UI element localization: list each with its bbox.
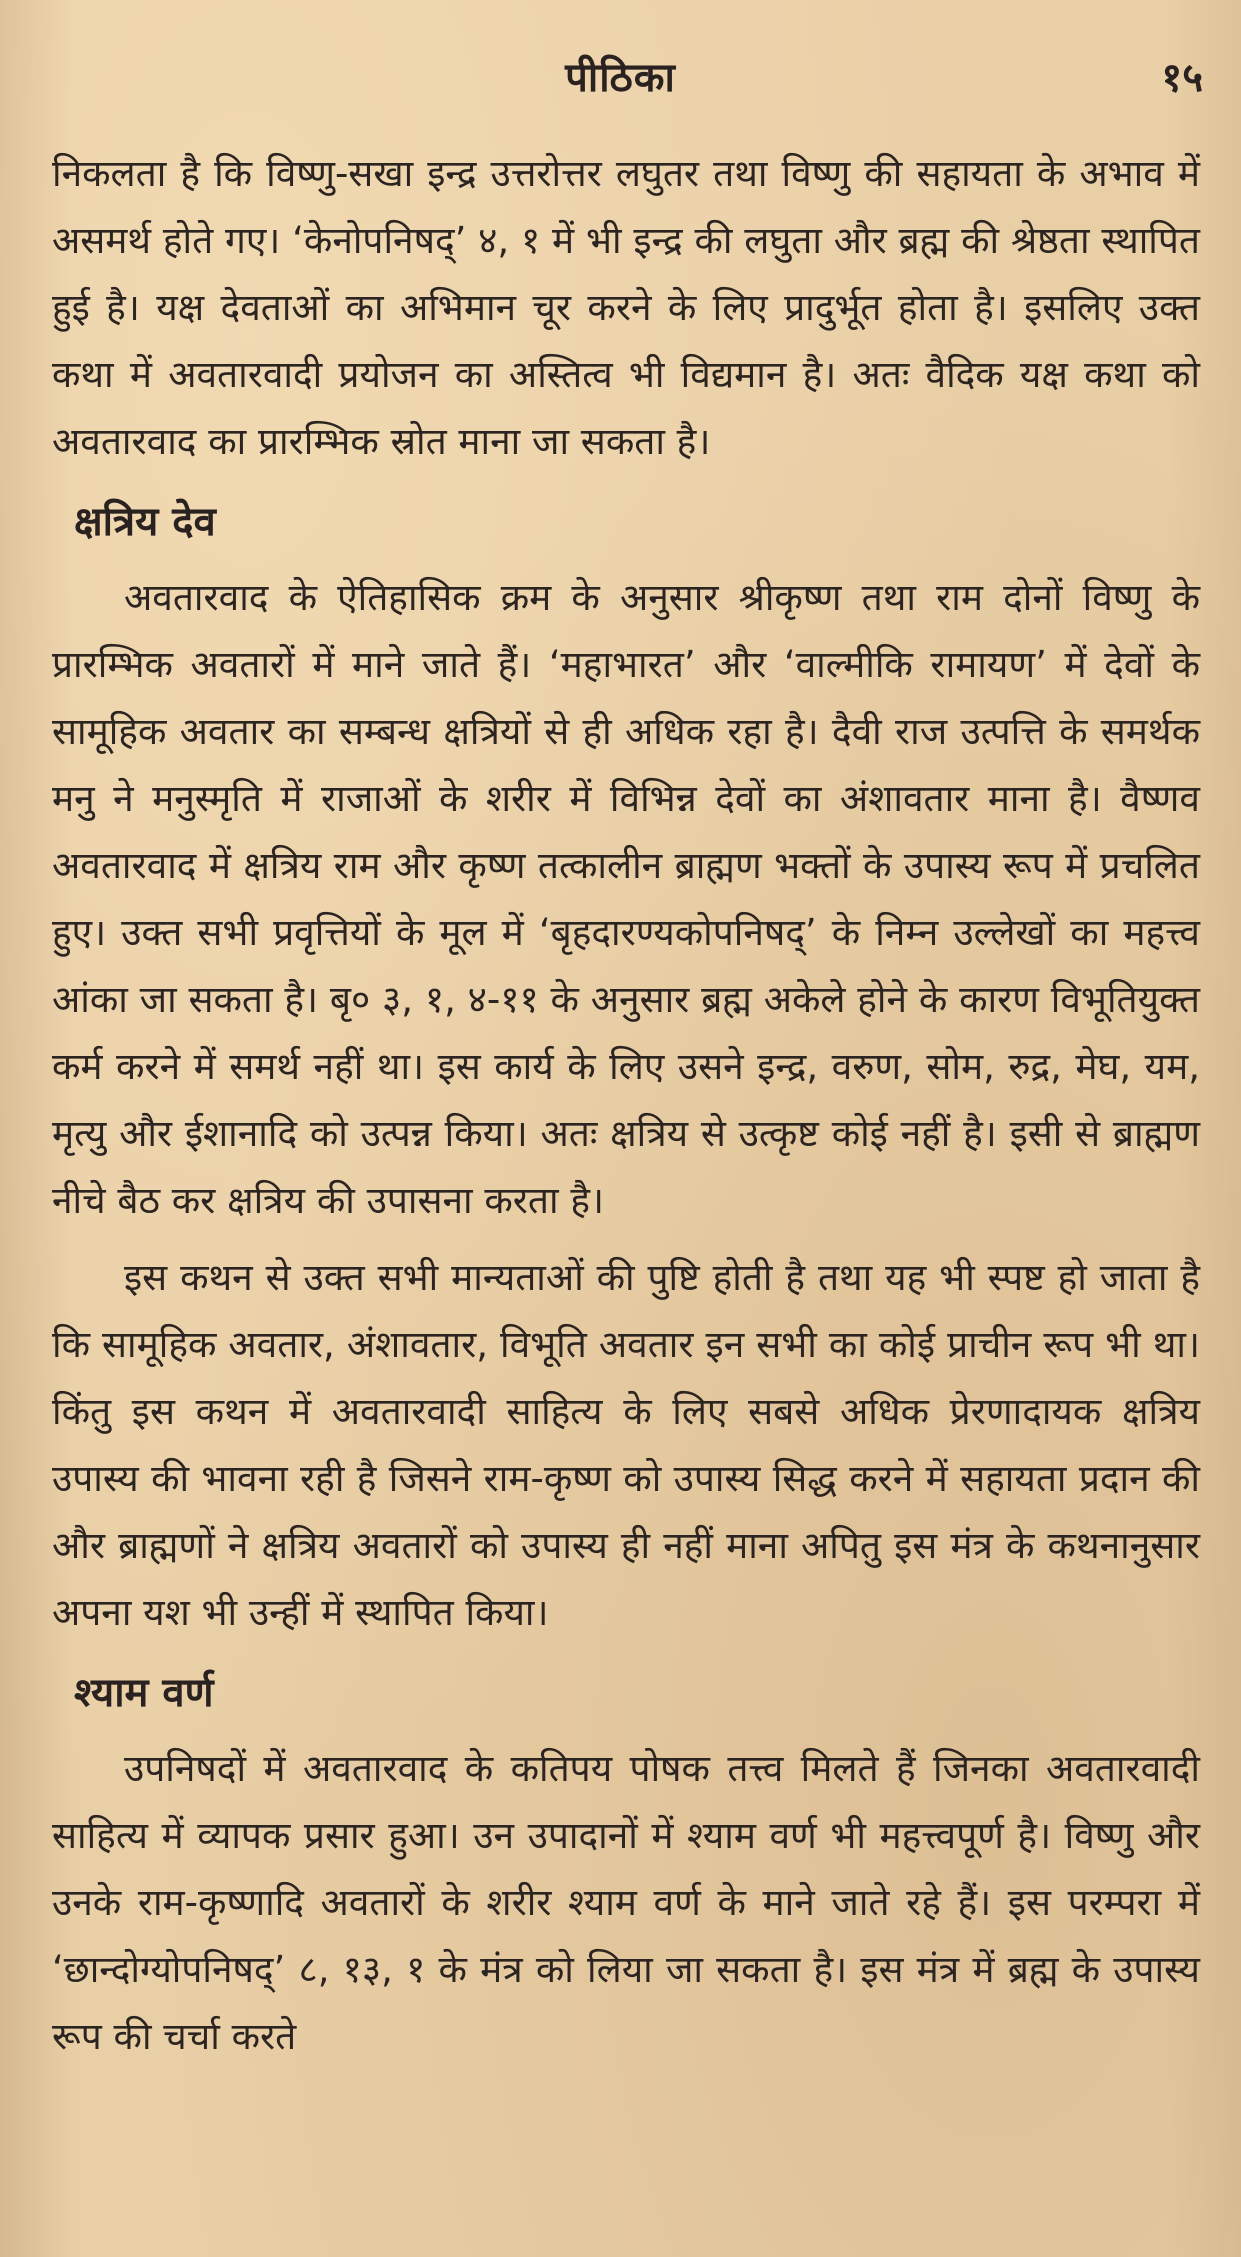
page-number: १५ [1161, 55, 1203, 101]
page-body [52, 140, 1200, 2070]
paragraph-3: इस कथन से उक्त सभी मान्यताओं की पुष्टि होती है तथा यह भी स्पष्ट हो जाता है कि सामूहिक अवतार, अंशावतार, विभूति अवतार इन सभी का कोई प्राचीन रूप भी था। किंतु इस कथन में अवतारवादी साहित्य के लिए सबसे अधिक प्रेरणादायक क्षत्रिय उपास्य की भावना रही है जिसने राम-कृष्ण को उपास्य सिद्ध करने में सहायता प्रदान की और ब्राह्मणों ने क्षत्रिय अवतारों को उपास्य ही नहीं माना अपितु इस मंत्र के कथनानुसार अपना यश भी उन्हीं में स्थापित किया। [52, 1256, 1200, 1634]
paragraph-1: निकलता है कि विष्णु-सखा इन्द्र उत्तरोत्तर लघुतर तथा विष्णु की सहायता के अभाव में असमर्थ होते गए। ‘केनोपनिषद्’ ४, १ में भी इन्द्र की लघुता और ब्रह्म की श्रेष्ठता स्थापित हुई है। यक्ष देवताओं का अभिमान चूर करने के लिए प्रादुर्भूत होता है। इसलिए उक्त कथा में अवतारवादी प्रयोजन का अस्तित्व भी विद्यमान है। अतः वैदिक यक्ष कथा को अवतारवाद का प्रारम्भिक स्रोत माना जा सकता है। [52, 152, 1200, 463]
section-heading-shyam-varn: श्याम वर्ण [74, 1670, 214, 1716]
paragraph-2: अवतारवाद के ऐतिहासिक क्रम के अनुसार श्रीकृष्ण तथा राम दोनों विष्णु के प्रारम्भिक अवतारों में माने जाते हैं। ‘महाभारत’ और ‘वाल्मीकि रामायण’ में देवों के सामूहिक अवतार का सम्बन्ध क्षत्रियों से ही अधिक रहा है। दैवी राज उत्पत्ति के समर्थक मनु ने मनुस्मृति में राजाओं के शरीर में विभिन्न देवों का अंशावतार माना है। वैष्णव अवतारवाद में क्षत्रिय राम और कृष्ण तत्कालीन ब्राह्मण भक्तों के उपास्य रूप में प्रचलित हुए। उक्त सभी प्रवृत्तियों के मूल में ‘बृहदारण्यकोपनिषद्’ के निम्न उल्लेखों का महत्त्व आंका जा सकता है। बृ० ३, १, ४-११ के अनुसार ब्रह्म अकेले होने के कारण विभूतियुक्त कर्म करने में समर्थ नहीं था। इस कार्य के लिए उसने इन्द्र, वरुण, सोम, रुद्र, मेघ, यम, मृत्यु और ईशानादि को उत्पन्न किया। अतः क्षत्रिय से उत्कृष्ट कोई नहीं है। इसी से ब्राह्मण नीचे बैठ कर क्षत्रिय की उपासना करता है। [52, 576, 1200, 1222]
paragraph-4: उपनिषदों में अवतारवाद के कतिपय पोषक तत्त्व मिलते हैं जिनका अवतारवादी साहित्य में व्यापक प्रसार हुआ। उन उपादानों में श्याम वर्ण भी महत्त्वपूर्ण है। विष्णु और उनके राम-कृष्णादि अवतारों के शरीर श्याम वर्ण के माने जाते रहे हैं। इस परम्परा में ‘छान्दोग्योपनिषद्’ ८, १३, १ के मंत्र को लिया जा सकता है। इस मंत्र में ब्रह्म के उपास्य रूप की चर्चा करते [52, 1747, 1200, 2058]
running-title: पीठिका [565, 55, 676, 101]
page-header [0, 48, 1241, 108]
section-heading-kshatriya-dev: क्षत्रिय देव [74, 499, 216, 545]
